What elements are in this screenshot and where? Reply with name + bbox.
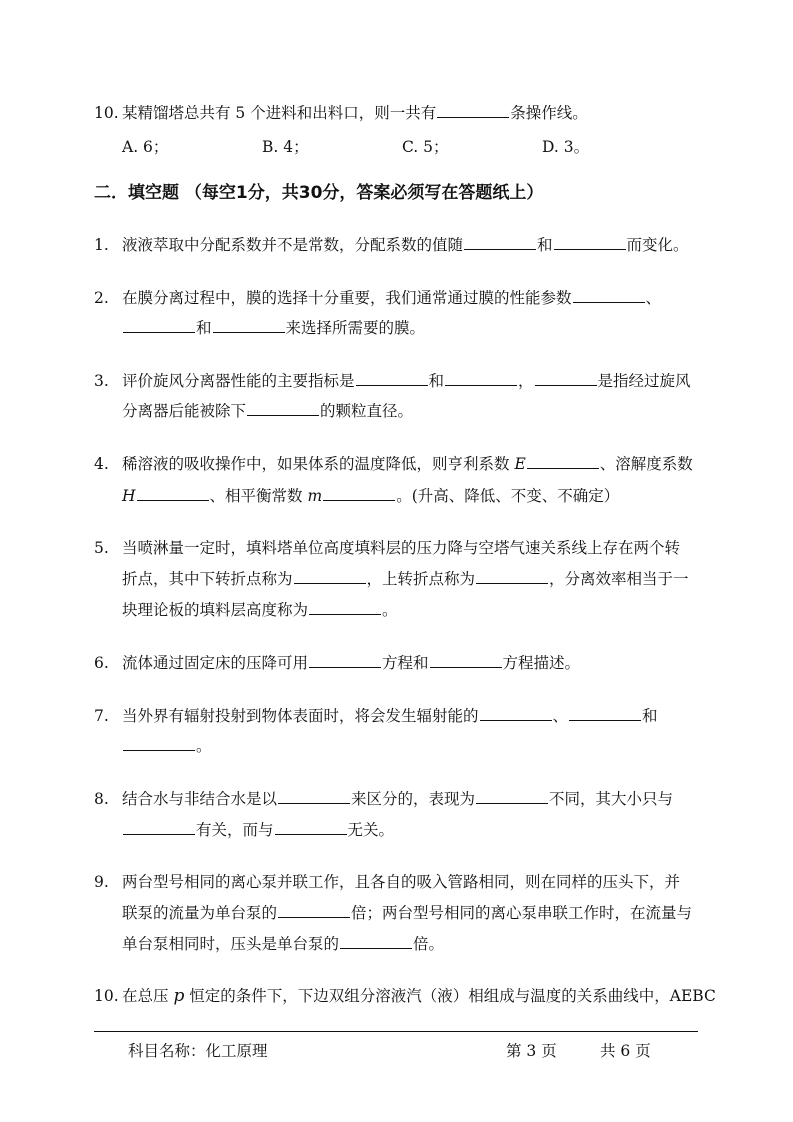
answer-blank	[445, 371, 517, 386]
exam-page: 10. 某精馏塔总共有 5 个进料和出料口，则一共有 条操作线。 A. 6； B. 4； C. 5； D. 3。 二．填空题 （每空1分，共30分，答案必须写在答题纸上） 1. 液液萃取中分配系数并不是常数，分配系数的值随 和 而变化。 2. 在膜分离过程中，膜的选择十分重要，我们通常通过膜的性能参数 、 和 来选择所需要的膜。 3. 评价旋风分离器性能的主要指标是 和 ， 是指经过旋风 分离器后能被除下 的颗粒直径。 4. 稀溶液的吸收操作中，如果体系的温度降低，则亨利系数 E 、溶解度系数 H 、相平衡常数 m 。(升高、降低、不变、不确定） 5. 当喷淋量一定时，填料塔单位高度填料层的压力降与空塔气速关系线上存在两个转 折点，其中下转折点称为 ，上转折点称为 ，分离效率相当于一 块理论板的填料层高度称为 。 6. 流体通过固定床的压降可用 方程和 方程描述。 7. 当外界有辐射投射到物体表面时，将会发生辐射能的 、 和 。 8. 结合水与非结合水是以 来区分的，表现为 不同，其大小只与 有关，而与 无关。 9. 两台型号相同的离心泵并联工作，且各自的吸入管路相同，则在同样的压头下，并 联泵的流量为单台泵的 倍；两台型号相同的离心泵串联工作时，在流量与 单台泵相同时，压头是单台泵的 倍。 10. 在总压 p 恒定的条件下，下边双组分溶液汽（液）相组成与温度的关系曲线中，AEBC 科目名称：化工原理 第 3 页 共 6 页	[94, 104, 716, 1060]
answer-blank	[554, 235, 626, 250]
answer-blank	[340, 934, 412, 949]
answer-blank	[437, 103, 509, 118]
answer-blank	[476, 789, 548, 804]
answer-blank	[123, 736, 195, 751]
answer-blank	[294, 569, 366, 584]
question-number: 2.	[94, 289, 109, 307]
option-a: A. 6；	[122, 138, 169, 156]
question-number: 1.	[94, 236, 109, 254]
answer-blank	[480, 706, 552, 721]
question-number: 4.	[94, 455, 109, 473]
answer-blank	[535, 371, 597, 386]
footer-page-number: 第 3 页	[506, 1042, 557, 1060]
answer-blank	[123, 318, 195, 333]
footer-subject: 科目名称：化工原理	[128, 1042, 268, 1060]
question-number: 6.	[94, 654, 109, 672]
answer-blank	[278, 789, 350, 804]
answer-blank	[464, 235, 536, 250]
answer-blank	[247, 401, 319, 416]
question-number: 3.	[94, 372, 109, 390]
question-number: 10.	[94, 987, 119, 1005]
answer-blank	[213, 318, 285, 333]
question-number: 7.	[94, 707, 109, 725]
question-number: 10.	[94, 104, 119, 122]
footer-total-pages: 共 6 页	[600, 1042, 651, 1060]
answer-blank	[309, 653, 381, 668]
option-d: D. 3。	[542, 138, 590, 156]
answer-blank	[573, 288, 645, 303]
question-number: 5.	[94, 539, 109, 557]
footer-divider	[94, 1031, 698, 1032]
answer-blank	[137, 486, 209, 501]
section-title: 二．填空题 （每空1分，共30分，答案必须写在答题纸上）	[94, 183, 544, 203]
answer-blank	[476, 569, 548, 584]
answer-blank	[569, 706, 641, 721]
question-number: 8.	[94, 790, 109, 808]
option-c: C. 5；	[402, 138, 449, 156]
question-number: 9.	[94, 873, 109, 891]
answer-blank	[430, 653, 502, 668]
answer-blank	[123, 820, 195, 835]
option-b: B. 4；	[262, 138, 309, 156]
answer-blank	[323, 486, 395, 501]
answer-blank	[278, 903, 350, 918]
answer-blank	[527, 454, 599, 469]
answer-blank	[275, 820, 347, 835]
answer-blank	[356, 371, 428, 386]
answer-blank	[309, 600, 381, 615]
